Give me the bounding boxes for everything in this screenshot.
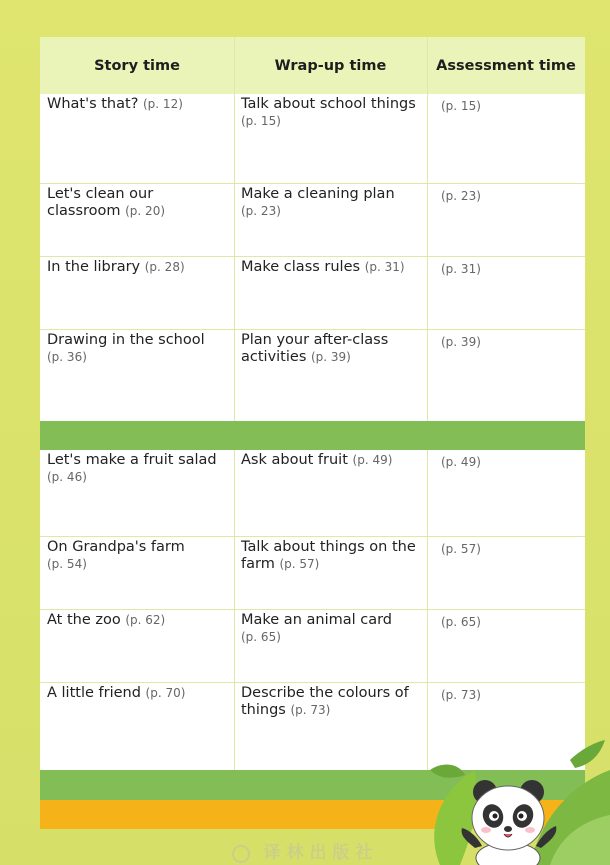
assessment-cell: (p. 31): [441, 262, 481, 276]
header-wrap-up-time: Wrap-up time: [274, 57, 387, 74]
table-row: [40, 450, 585, 536]
row-divider: [40, 609, 585, 610]
wrap-up-cell: Ask about fruit (p. 49): [241, 452, 393, 468]
assessment-cell: (p. 57): [441, 542, 481, 556]
table-row: [40, 537, 585, 609]
header-assessment-time: Assessment time: [436, 57, 576, 74]
wrap-up-cell: Talk about things on the farm (p. 57): [241, 539, 416, 572]
column-divider: [234, 37, 235, 421]
table-row: [40, 184, 585, 256]
wrap-up-cell: Describe the colours of things (p. 73): [241, 685, 409, 718]
story-cell: A little friend (p. 70): [47, 685, 186, 701]
assessment-cell: (p. 15): [441, 99, 481, 113]
header-story-time: Story time: [94, 57, 180, 74]
wrap-up-cell: Talk about school things (p. 15): [241, 96, 416, 128]
story-cell: Let's make a fruit salad (p. 46): [47, 452, 217, 484]
table-header: [40, 37, 585, 94]
story-cell: Let's clean our classroom (p. 20): [47, 186, 166, 219]
column-divider: [234, 450, 235, 770]
assessment-cell: (p. 49): [441, 455, 481, 469]
column-divider: [427, 37, 428, 421]
assessment-cell: (p. 65): [441, 615, 481, 629]
wrap-up-cell: Make an animal card (p. 65): [241, 612, 393, 644]
row-divider: [40, 536, 585, 537]
table-row: [40, 257, 585, 329]
assessment-cell: (p. 39): [441, 335, 481, 349]
assessment-cell: (p. 23): [441, 189, 481, 203]
row-divider: [40, 682, 585, 683]
story-cell: In the library (p. 28): [47, 259, 185, 275]
row-divider: [40, 329, 585, 330]
wrap-up-cell: Make a cleaning plan (p. 23): [241, 186, 395, 218]
unit-divider-band: [40, 421, 585, 450]
story-cell: What's that? (p. 12): [47, 96, 183, 112]
table-row: [40, 330, 585, 421]
table-row: [40, 94, 585, 183]
story-cell: On Grandpa's farm (p. 54): [47, 539, 185, 571]
assessment-cell: (p. 73): [441, 688, 481, 702]
story-cell: Drawing in the school (p. 36): [47, 332, 205, 364]
row-divider: [40, 183, 585, 184]
panda-mascot-icon: [420, 730, 610, 865]
row-divider: [40, 256, 585, 257]
wrap-up-cell: Plan your after-class activities (p. 39): [241, 332, 389, 365]
publisher-seal-icon: [232, 845, 250, 863]
table-row: [40, 610, 585, 682]
publisher-name: 译林出版社: [0, 838, 610, 863]
story-cell: At the zoo (p. 62): [47, 612, 166, 628]
column-divider: [427, 450, 428, 770]
wrap-up-cell: Make class rules (p. 31): [241, 259, 405, 275]
